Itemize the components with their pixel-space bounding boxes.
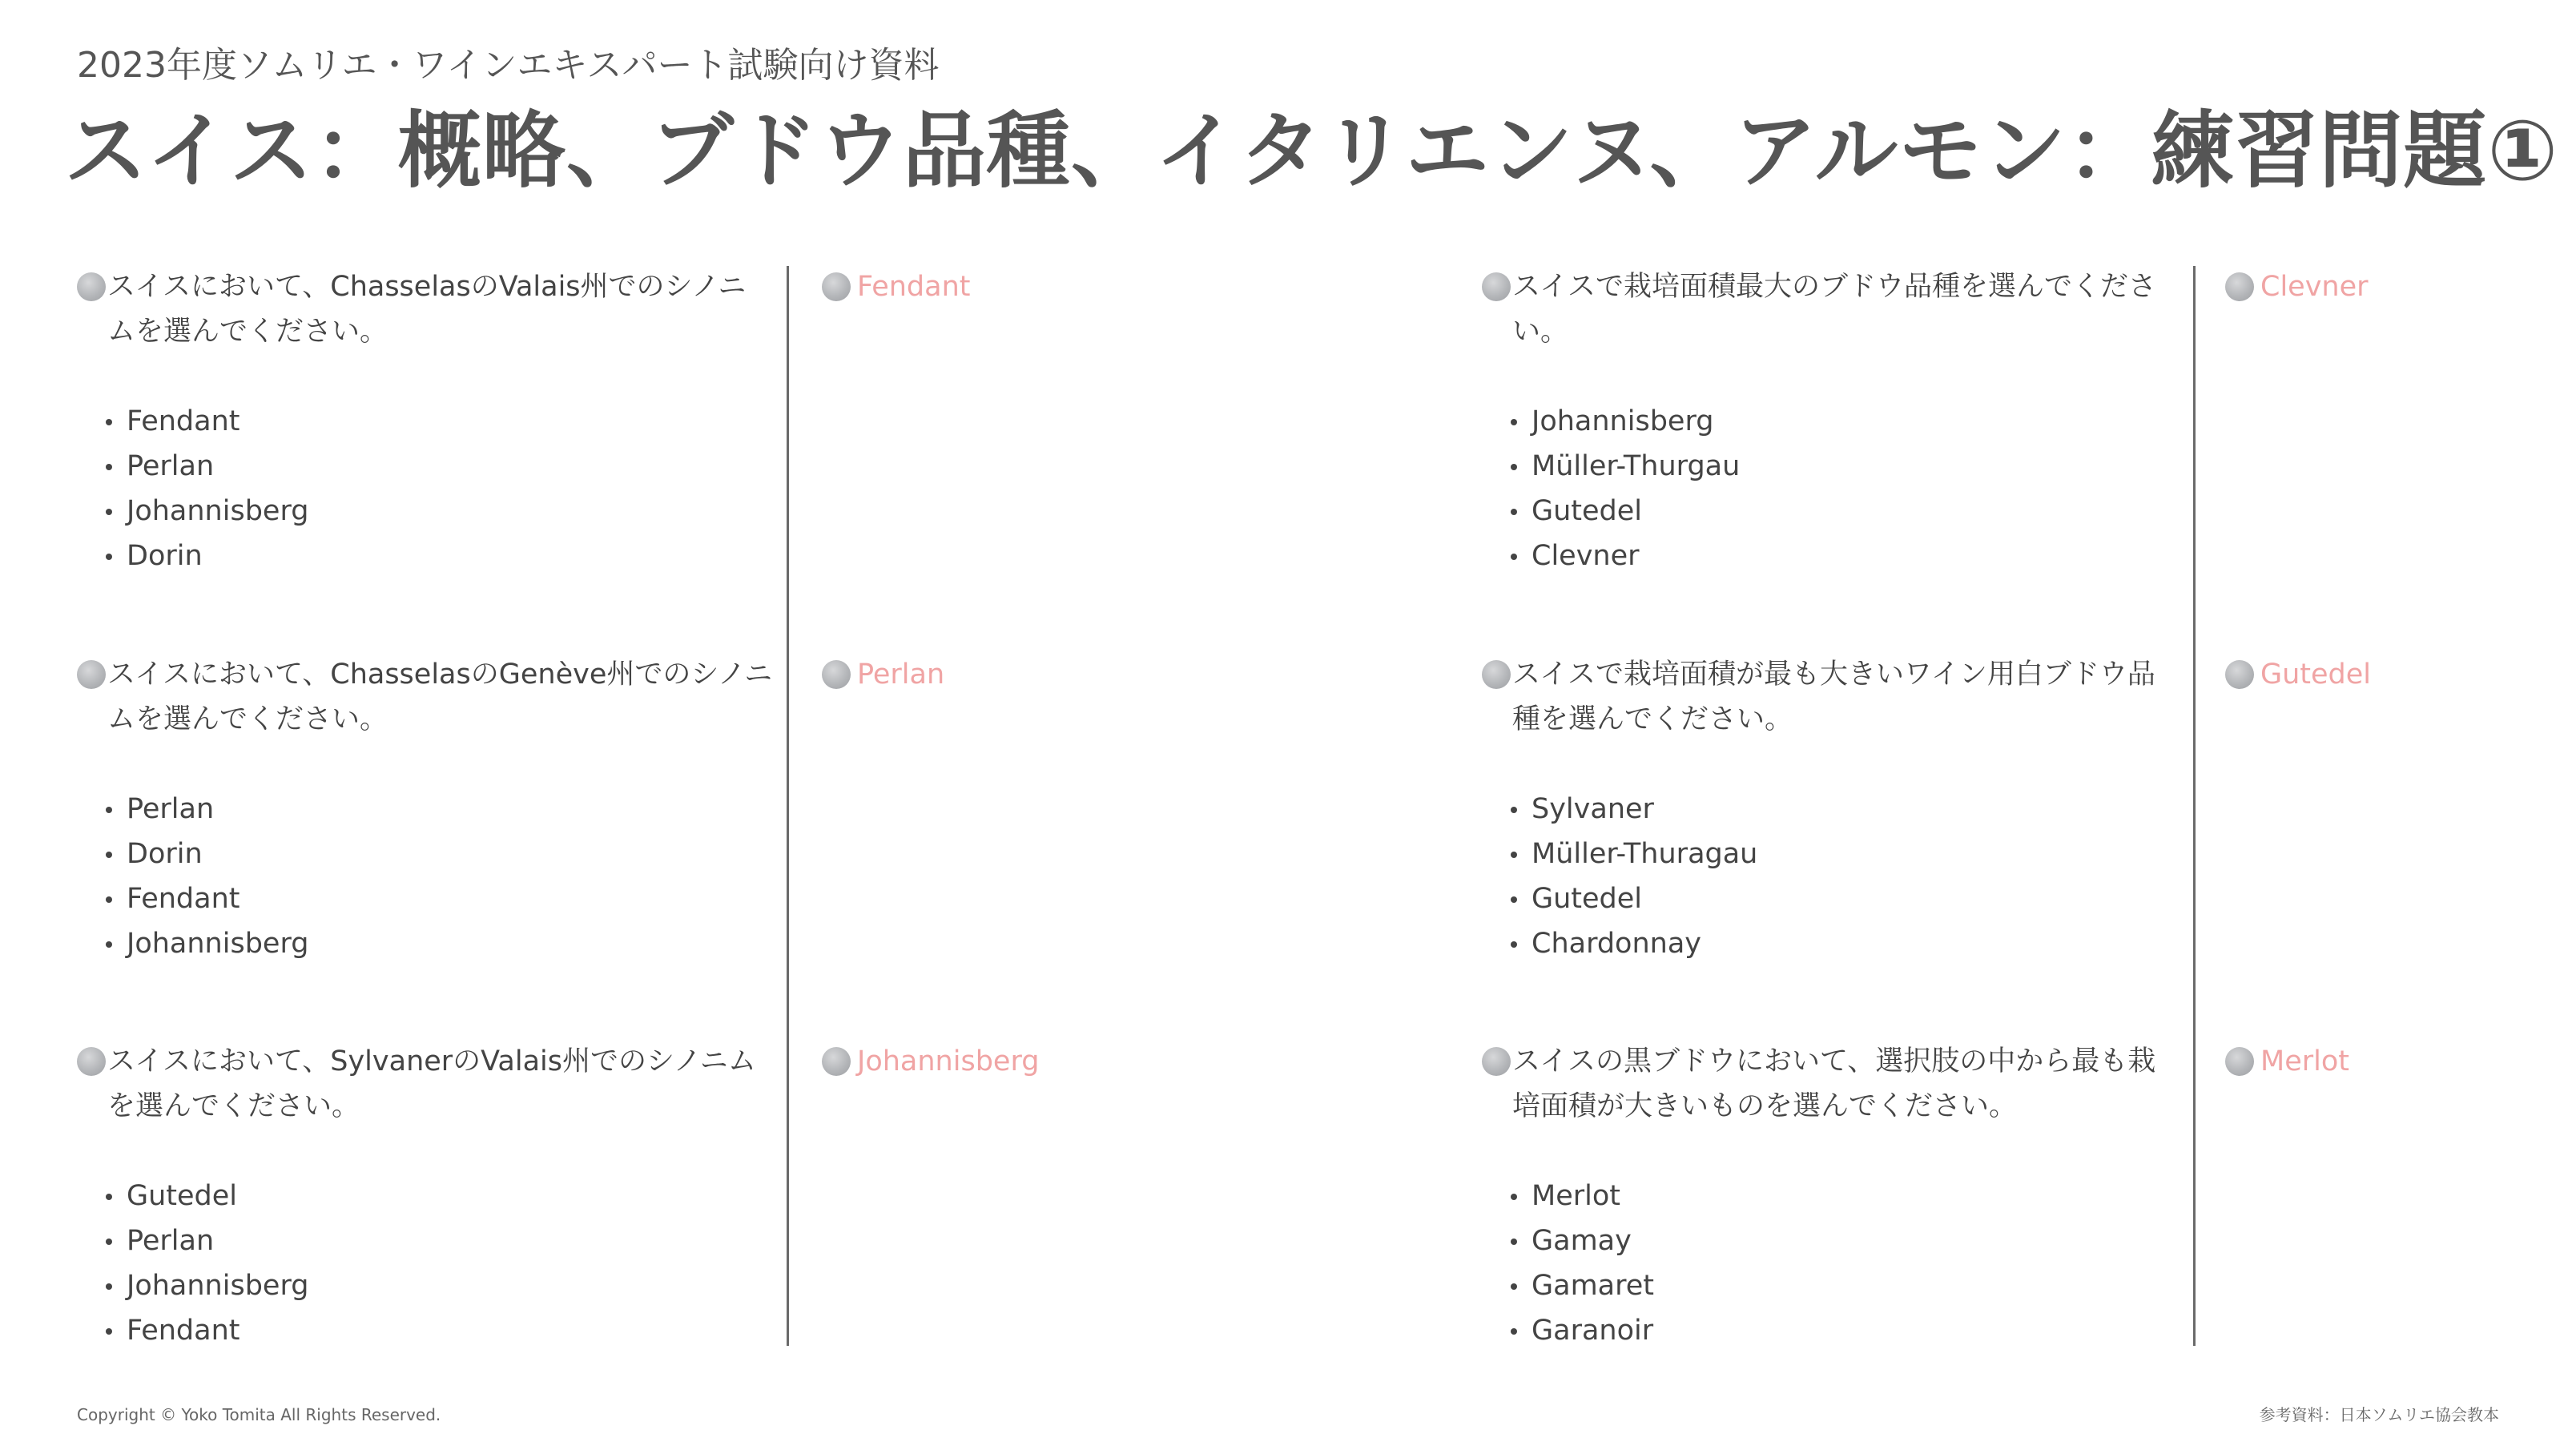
question-text: スイスで栽培面積が最も大きいワイン用白ブドウ品種を選んでください。 [1512,659,2155,735]
answer-5 [2225,652,2371,697]
bullet-circle-icon [1482,1047,1511,1076]
option-list [1482,1174,2179,1353]
bullet-circle-icon [77,660,106,689]
reference-note: 参考資料：日本ソムリエ協会教本 [2259,1405,2499,1424]
option-item: Merlot [1511,1174,2179,1218]
question-5 [1482,652,2179,966]
option-list [77,787,774,966]
answer-2 [822,652,944,697]
option-item: Perlan [106,444,774,489]
answer-6 [2225,1039,2349,1084]
option-item: Dorin [106,832,774,876]
answer-text: Perlan [857,659,945,691]
option-list [77,1174,774,1353]
option-item: Gutedel [106,1174,774,1218]
bullet-circle-icon [822,1047,851,1076]
answer-1 [822,264,971,309]
option-item: Garanoir [1511,1308,2179,1353]
answer-4 [2225,264,2369,309]
left-column-divider [787,266,789,1346]
option-item: Johannisberg [106,489,774,534]
answer-text: Johannisberg [857,1045,1040,1077]
option-item: Perlan [106,787,774,832]
question-text: スイスにおいて、ChasselasのGenève州でのシノニムを選んでください。 [107,659,773,735]
option-item: Sylvaner [1511,787,2179,832]
option-item: Dorin [106,534,774,578]
answer-text: Clevner [2260,271,2369,303]
bullet-circle-icon [822,272,851,301]
option-item: Chardonnay [1511,921,2179,966]
option-item: Gamay [1511,1218,2179,1263]
option-item: Fendant [106,399,774,444]
question-6 [1482,1039,2179,1353]
question-text: スイスにおいて、ChasselasのValais州でのシノニムを選んでください。 [107,271,747,348]
option-item: Fendant [106,1308,774,1353]
option-item: Johannisberg [1511,399,2179,444]
bullet-circle-icon [77,1047,106,1076]
page-title: スイス：概略、ブドウ品種、イタリエンヌ、アルモン：練習問題① [64,102,2559,199]
option-item: Müller-Thurgau [1511,444,2179,489]
option-list [1482,787,2179,966]
bullet-circle-icon [1482,660,1511,689]
option-item: Perlan [106,1218,774,1263]
copyright-notice: Copyright © Yoko Tomita All Rights Reserved. [77,1405,441,1424]
bullet-circle-icon [77,272,106,301]
option-item: Gutedel [1511,876,2179,921]
question-1 [77,264,774,578]
answer-text: Gutedel [2260,659,2372,691]
bullet-circle-icon [822,660,851,689]
answer-text: Fendant [857,271,971,303]
option-item: Gutedel [1511,489,2179,534]
answer-3 [822,1039,1039,1084]
question-4 [1482,264,2179,578]
question-2 [77,652,774,966]
option-list [1482,399,2179,578]
option-item: Johannisberg [106,1263,774,1308]
question-3 [77,1039,774,1353]
deck-subtitle: 2023年度ソムリエ・ワインエキスパート試験向け資料 [77,45,940,86]
bullet-circle-icon [2225,1047,2254,1076]
option-item: Fendant [106,876,774,921]
question-text: スイスで栽培面積最大のブドウ品種を選んでください。 [1512,271,2156,348]
bullet-circle-icon [1482,272,1511,301]
right-column-divider [2193,266,2196,1346]
option-list [77,399,774,578]
option-item: Gamaret [1511,1263,2179,1308]
answer-text: Merlot [2260,1045,2349,1077]
question-text: スイスの黒ブドウにおいて、選択肢の中から最も栽培面積が大きいものを選んでください。 [1512,1045,2156,1122]
option-item: Müller-Thuragau [1511,832,2179,876]
bullet-circle-icon [2225,272,2254,301]
bullet-circle-icon [2225,660,2254,689]
option-item: Clevner [1511,534,2179,578]
question-text: スイスにおいて、SylvanerのValais州でのシノニムを選んでください。 [107,1045,756,1122]
option-item: Johannisberg [106,921,774,966]
